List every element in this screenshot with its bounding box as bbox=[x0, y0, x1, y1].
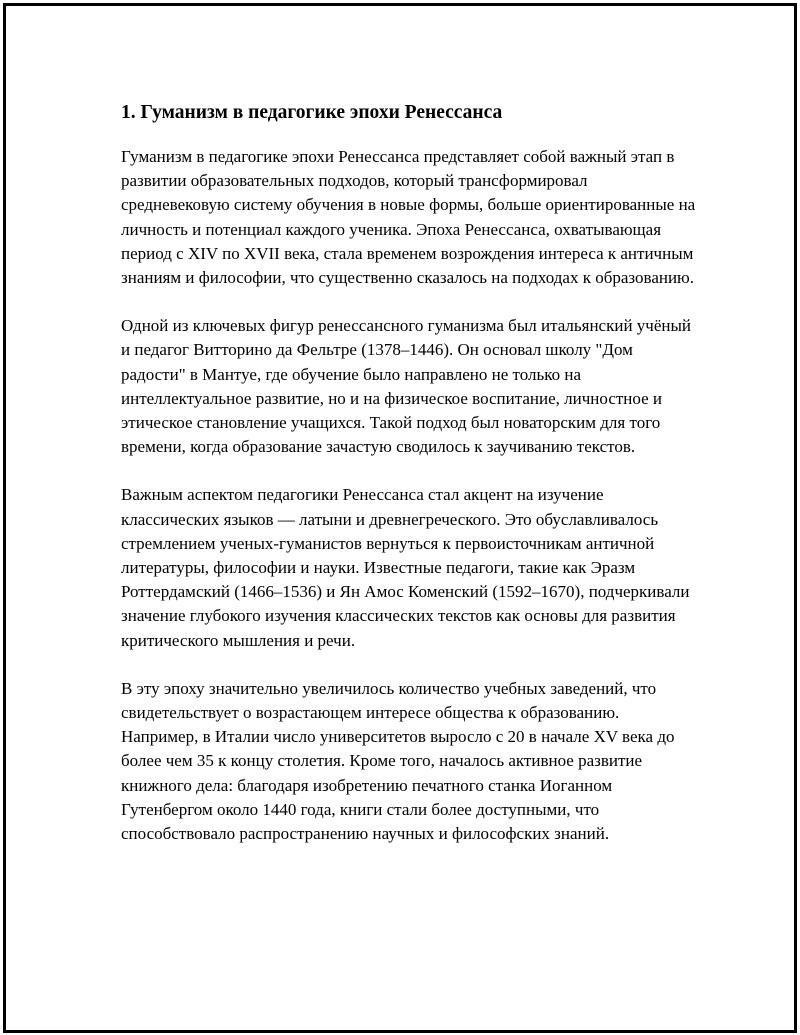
paragraph-4: В эту эпоху значительно увеличилось количество учебных заведений, что свидетельствует о возрастающем интересе общества к образованию. Например, в Италии число университетов выросло с 20 в начале XV века до более чем 35 к концу столетия. Кроме того, началось активное развитие книжного дела: благодаря изобретению печатного станка Иоганном Гутенбергом около 1440 года, книги стали более доступными, что способствовало распространению научных и философских знаний. bbox=[121, 678, 675, 844]
paragraph-1: Гуманизм в педагогике эпохи Ренессанса представляет собой важный этап в развитии образовательных подходов, который трансформировал средневековую систему обучения в новые формы, больше ориентированные на личность и потенциал каждого ученика. Эпоха Ренессанса, охватывающая период с XIV по XVII века, стала временем возрождения интереса к античным знаниям и философии, что существенно сказалось на подходах к образованию. bbox=[121, 147, 696, 288]
paragraph-2: Одной из ключевых фигур ренессансного гуманизма был итальянский учёный и педагог Витторино да Фельтре (1378–1446). Он основал школу "Дом радости" в Мантуе, где обучение было направлено не только на интеллектуальное развитие, но и на физическое воспитание, личностное и этическое становление учащихся. Такой подход был новаторским для того времени, когда образование зачастую сводилось к заучиванию текстов. bbox=[121, 316, 692, 457]
section-heading: 1. Гуманизм в педагогике эпохи Ренессанса bbox=[121, 102, 503, 123]
document-body bbox=[121, 100, 696, 870]
paragraph-3: Важным аспектом педагогики Ренессанса стал акцент на изучение классических языков — латыни и древнегреческого. Это обуславливалось стремлением ученых-гуманистов вернуться к первоисточникам античной литературы, философии и науки. Известные педагоги, такие как Эразм Роттердамский (1466–1536) и Ян Амос Коменский (1592–1670), подчеркивали значение глубокого изучения классических текстов как основы для развития критического мышления и речи. bbox=[121, 485, 690, 650]
page-frame bbox=[3, 3, 797, 1033]
